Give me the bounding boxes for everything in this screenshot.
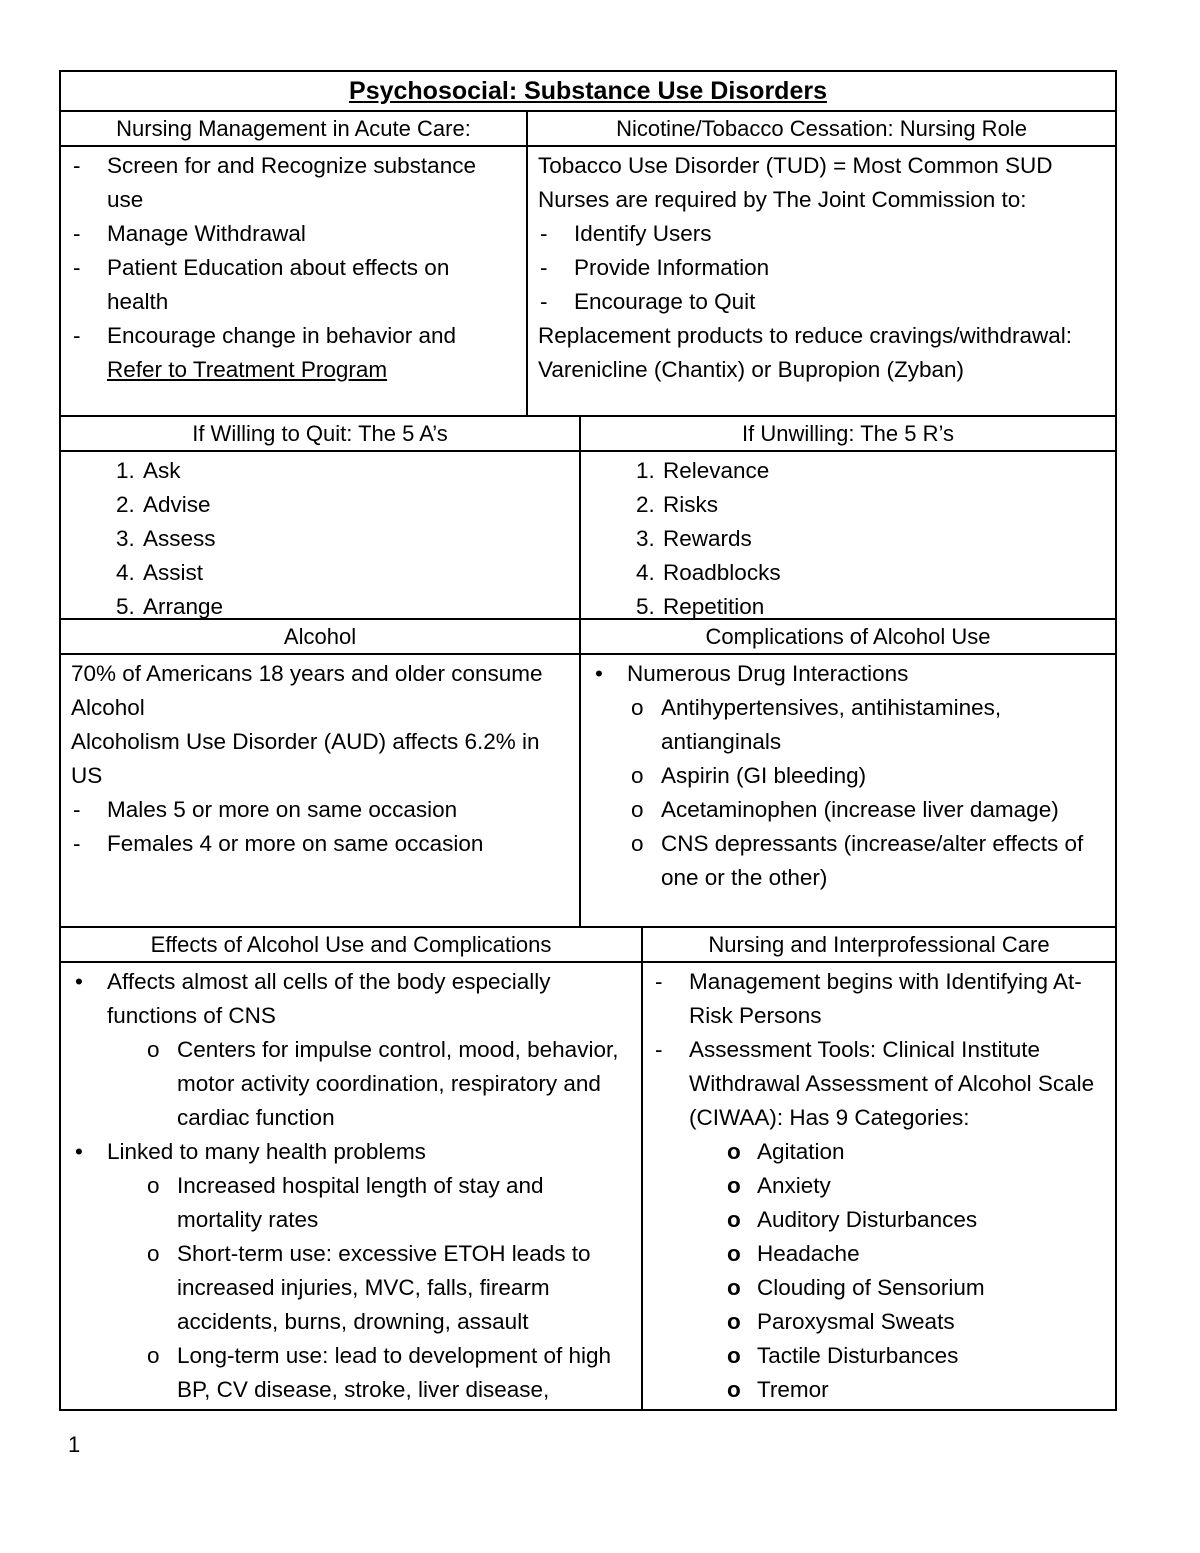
list-item: - Provide Information bbox=[538, 251, 1105, 285]
acute-care-header: Nursing Management in Acute Care: bbox=[61, 112, 526, 147]
list-item: - Females 4 or more on same occasion bbox=[71, 827, 569, 861]
list-item-text: Encourage change in behavior and bbox=[107, 323, 457, 348]
list-item bbox=[591, 522, 1105, 556]
tud-line: Tobacco Use Disorder (TUD) = Most Common SUD bbox=[538, 153, 1053, 178]
effects-list bbox=[71, 965, 631, 1407]
list-number: 4. bbox=[116, 560, 135, 585]
list-item: o Short-term use: excessive ETOH leads to increased injuries, MVC, falls, firearm accidents, burns, drowning, assault bbox=[107, 1237, 631, 1339]
notes-table bbox=[59, 70, 1117, 1411]
list-item: o Increased hospital length of stay and mortality rates bbox=[107, 1169, 631, 1237]
effects-sub-list bbox=[107, 1033, 631, 1135]
list-item: - Encourage to Quit bbox=[538, 285, 1105, 319]
replacement-line: Replacement products to reduce cravings/withdrawal: bbox=[538, 323, 1073, 348]
list-item: o Acetaminophen (increase liver damage) bbox=[591, 793, 1105, 827]
five-as-body bbox=[61, 452, 579, 618]
alcohol-stat-line: 70% of Americans 18 years and older consume Alcohol bbox=[71, 661, 543, 720]
nurse-duty-list bbox=[538, 217, 1105, 319]
five-rs-body bbox=[581, 452, 1115, 618]
five-as-header: If Willing to Quit: The 5 A’s bbox=[61, 417, 579, 452]
effects-header: Effects of Alcohol Use and Complications bbox=[61, 928, 641, 963]
list-item: o Tremor bbox=[689, 1373, 1105, 1407]
list-item-text: Linked to many health problems bbox=[107, 1139, 426, 1164]
list-item bbox=[591, 488, 1105, 522]
complications-column bbox=[581, 620, 1115, 926]
effects-column bbox=[61, 928, 643, 1409]
five-rs-list bbox=[591, 454, 1105, 624]
list-item: o Aspirin (GI bleeding) bbox=[591, 759, 1105, 793]
list-item bbox=[71, 590, 569, 624]
five-rs-header: If Unwilling: The 5 R’s bbox=[581, 417, 1115, 452]
list-number: 5. bbox=[116, 594, 135, 619]
joint-commission-line: Nurses are required by The Joint Commission to: bbox=[538, 187, 1027, 212]
list-item: - Manage Withdrawal bbox=[71, 217, 516, 251]
list-number: 5. bbox=[636, 594, 655, 619]
five-as-list bbox=[71, 454, 569, 624]
refer-treatment-text: Refer to Treatment Program bbox=[107, 357, 388, 382]
list-number: 2. bbox=[116, 492, 135, 517]
five-rs-column bbox=[581, 417, 1115, 618]
list-item: o Antihypertensives, antihistamines, antianginals bbox=[591, 691, 1105, 759]
list-item: o Tactile Disturbances bbox=[689, 1339, 1105, 1373]
list-item-text: Advise bbox=[143, 492, 211, 517]
list-number: 3. bbox=[636, 526, 655, 551]
binge-list bbox=[71, 793, 569, 861]
list-item-text: Assist bbox=[143, 560, 204, 585]
list-item: - Identify Users bbox=[538, 217, 1105, 251]
list-item bbox=[71, 454, 569, 488]
list-item bbox=[591, 657, 1105, 895]
alcohol-header: Alcohol bbox=[61, 620, 579, 655]
list-number: 2. bbox=[636, 492, 655, 517]
complications-list bbox=[591, 657, 1105, 895]
list-item bbox=[71, 1135, 631, 1407]
complications-header: Complications of Alcohol Use bbox=[581, 620, 1115, 655]
list-item-text: Assess bbox=[143, 526, 216, 551]
nicotine-body bbox=[528, 147, 1115, 415]
list-item-text: Numerous Drug Interactions bbox=[627, 661, 909, 686]
list-item: o Centers for impulse control, mood, behavior, motor activity coordination, respiratory and cardiac function bbox=[107, 1033, 631, 1135]
complications-body bbox=[581, 655, 1115, 926]
effects-body bbox=[61, 963, 641, 1409]
nursing-care-body bbox=[643, 963, 1115, 1409]
list-item: - Patient Education about effects on health bbox=[71, 251, 516, 319]
alcohol-body bbox=[61, 655, 579, 926]
aud-stat-line: Alcoholism Use Disorder (AUD) affects 6.2% in US bbox=[71, 729, 540, 788]
list-item-text: Affects almost all cells of the body especially functions of CNS bbox=[107, 969, 551, 1028]
list-item-text: Risks bbox=[663, 492, 718, 517]
page-number: 1 bbox=[68, 1432, 81, 1457]
list-item-text: Arrange bbox=[143, 594, 224, 619]
list-item: o Headache bbox=[689, 1237, 1105, 1271]
list-item: - Screen for and Recognize substance use bbox=[71, 149, 516, 217]
list-item bbox=[71, 556, 569, 590]
acute-care-body bbox=[61, 147, 526, 415]
list-item-text: Relevance bbox=[663, 458, 770, 483]
section-alcohol bbox=[61, 620, 1115, 928]
list-item bbox=[71, 319, 516, 387]
list-item: o Agitation bbox=[689, 1135, 1105, 1169]
list-item-text: Ask bbox=[143, 458, 181, 483]
list-item-text: Roadblocks bbox=[663, 560, 781, 585]
list-item: o Clouding of Sensorium bbox=[689, 1271, 1105, 1305]
list-item: o Long-term use: lead to development of high BP, CV disease, stroke, liver disease, bbox=[107, 1339, 631, 1407]
nursing-care-column bbox=[643, 928, 1115, 1409]
acute-care-list bbox=[71, 149, 516, 387]
list-number: 4. bbox=[636, 560, 655, 585]
nursing-care-list bbox=[653, 965, 1105, 1407]
list-number: 1. bbox=[116, 458, 135, 483]
nicotine-column bbox=[528, 112, 1115, 415]
list-item bbox=[653, 1033, 1105, 1407]
medication-line: Varenicline (Chantix) or Bupropion (Zyban) bbox=[538, 357, 965, 382]
section-effects-care bbox=[61, 928, 1115, 1409]
acute-care-column bbox=[61, 112, 528, 415]
list-item-text: Repetition bbox=[663, 594, 765, 619]
list-item-text: Rewards bbox=[663, 526, 752, 551]
page-title: Psychosocial: Substance Use Disorders bbox=[61, 72, 1115, 112]
list-item: o Paroxysmal Sweats bbox=[689, 1305, 1105, 1339]
list-item: o Anxiety bbox=[689, 1169, 1105, 1203]
list-number: 1. bbox=[636, 458, 655, 483]
list-item bbox=[71, 522, 569, 556]
ciwaa-category-list bbox=[689, 1135, 1105, 1407]
drug-interaction-list bbox=[591, 691, 1105, 895]
list-item: - Males 5 or more on same occasion bbox=[71, 793, 569, 827]
nicotine-header: Nicotine/Tobacco Cessation: Nursing Role bbox=[528, 112, 1115, 147]
list-item: o Auditory Disturbances bbox=[689, 1203, 1105, 1237]
list-item: o CNS depressants (increase/alter effects of one or the other) bbox=[591, 827, 1105, 895]
list-item bbox=[71, 488, 569, 522]
list-item-text: Assessment Tools: Clinical Institute Withdrawal Assessment of Alcohol Scale (CIWAA): Has 9 Categories: bbox=[689, 1037, 1095, 1130]
list-item bbox=[591, 590, 1105, 624]
list-item bbox=[591, 556, 1105, 590]
alcohol-column bbox=[61, 620, 581, 926]
list-item: - Management begins with Identifying At-Risk Persons bbox=[653, 965, 1105, 1033]
health-problems-list bbox=[107, 1169, 631, 1407]
five-as-column bbox=[61, 417, 581, 618]
nursing-care-header: Nursing and Interprofessional Care bbox=[643, 928, 1115, 963]
section-acute-care-nicotine bbox=[61, 112, 1115, 417]
list-number: 3. bbox=[116, 526, 135, 551]
section-5as-5rs bbox=[61, 417, 1115, 620]
list-item bbox=[71, 965, 631, 1135]
list-item bbox=[591, 454, 1105, 488]
